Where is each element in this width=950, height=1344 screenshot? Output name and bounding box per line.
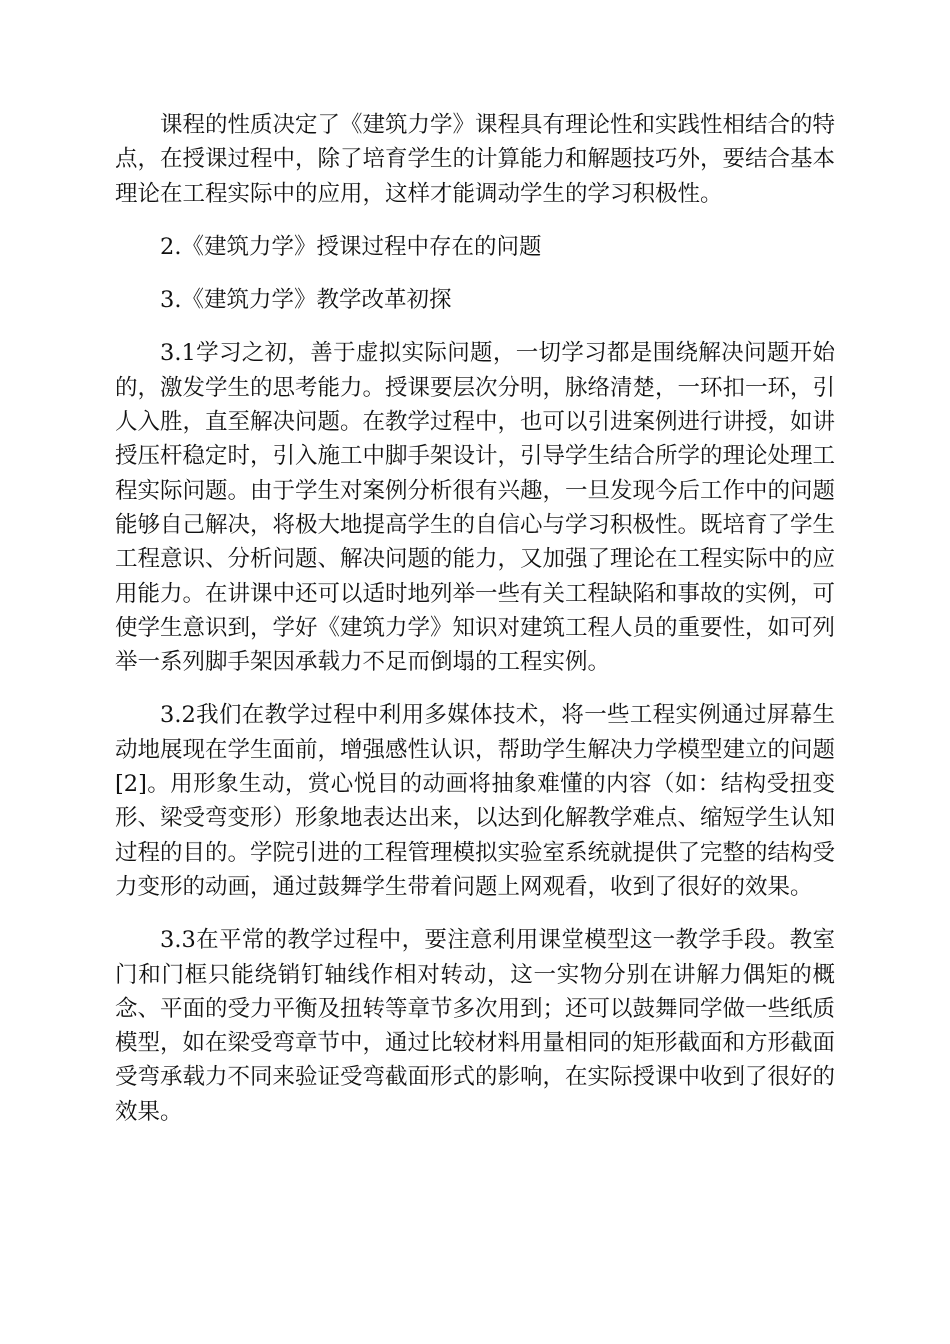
document-page <box>115 108 835 1148</box>
section-heading-3: 3.《建筑力学》教学改革初探 <box>160 287 452 314</box>
paragraph-3-2: 3.2我们在教学过程中利用多媒体技术，将一些工程实例通过屏幕生动地展现在学生面前，增强感性认识，帮助学生解决力学模型建立的问题[2]。用形象生动，赏心悦目的动画将抽象难懂的内容（如：结构受扭变形、梁受弯变形）形象地表达出来，以达到化解教学难点、缩短学生认知过程的目的。学院引进的工程管理模拟实验室系统就提供了完整的结构受力变形的动画，通过鼓舞学生带着问题上网观看，收到了很好的效果。 <box>115 702 836 900</box>
paragraph-3-3: 3.3在平常的教学过程中，要注意利用课堂模型这一教学手段。教室门和门框只能绕销钉轴线作相对转动，这一实物分别在讲解力偶矩的概念、平面的受力平衡及扭转等章节多次用到；还可以鼓舞同学做一些纸质模型，如在梁受弯章节中，通过比较材料用量相同的矩形截面和方形截面受弯承载力不同来验证受弯截面形式的影响，在实际授课中收到了很好的效果。 <box>115 927 836 1125</box>
section-heading-2: 2.《建筑力学》授课过程中存在的问题 <box>160 233 542 260</box>
paragraph-course-nature: 课程的性质决定了《建筑力学》课程具有理论性和实践性相结合的特点，在授课过程中，除了培育学生的计算能力和解题技巧外，要结合基本理论在工程实际中的应用，这样才能调动学生的学习积极性。 <box>115 112 836 207</box>
paragraph-3-1: 3.1学习之初，善于虚拟实际问题，一切学习都是围绕解决问题开始的，激发学生的思考能力。授课要层次分明，脉络清楚，一环扣一环，引人入胜，直至解决问题。在教学过程中，也可以引进案例进行讲授，如讲授压杆稳定时，引入施工中脚手架设计，引导学生结合所学的理论处理工程实际问题。由于学生对案例分析很有兴趣，一旦发现今后工作中的问题能够自己解决，将极大地提高学生的自信心与学习积极性。既培育了学生工程意识、分析问题、解决问题的能力，又加强了理论在工程实际中的应用能力。在讲课中还可以适时地列举一些有关工程缺陷和事故的实例，可使学生意识到，学好《建筑力学》知识对建筑工程人员的重要性，如可列举一系列脚手架因承载力不足而倒塌的工程实例。 <box>115 340 836 676</box>
